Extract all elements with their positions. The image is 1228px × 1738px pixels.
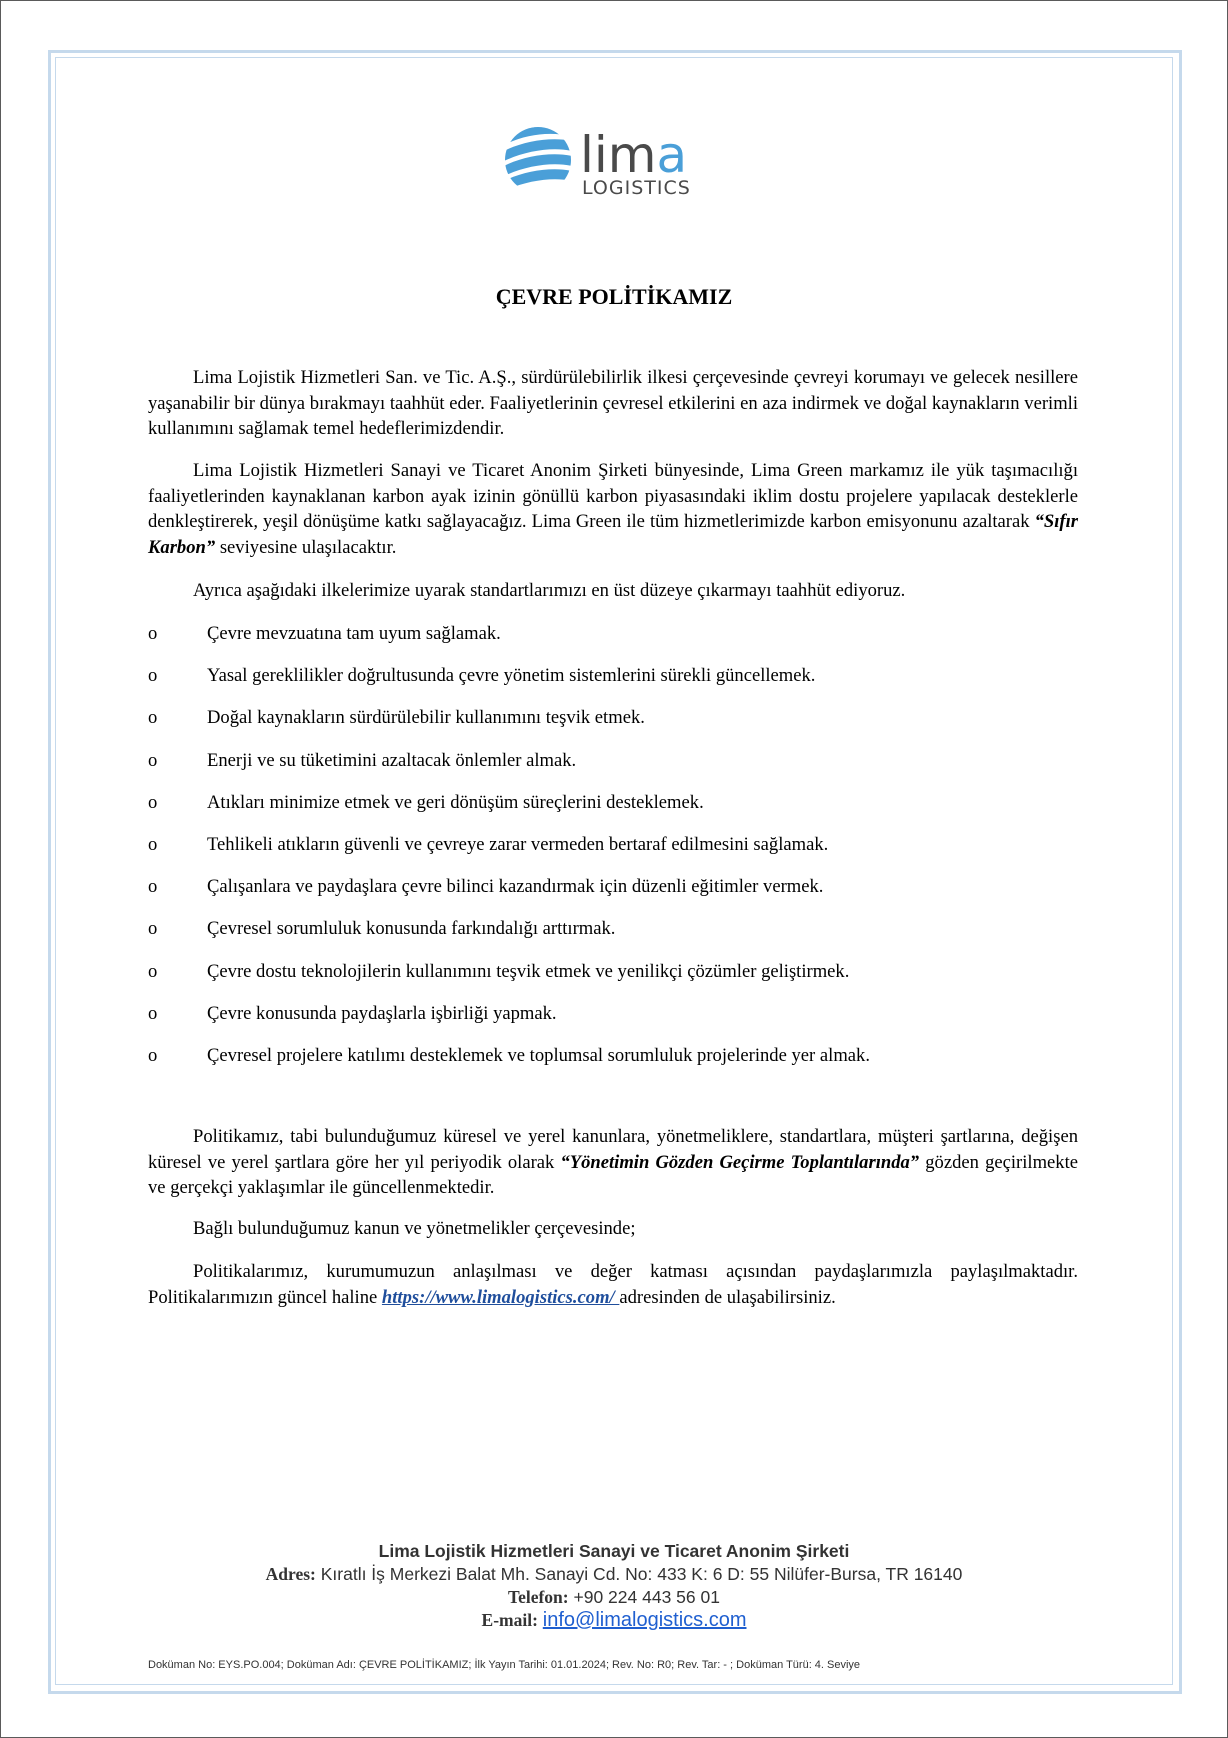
bullet-icon: o — [148, 749, 158, 771]
bullet-icon: o — [148, 1044, 158, 1066]
footer-email — [0, 1609, 1228, 1632]
company-logo — [502, 112, 726, 208]
paragraph-text: Lima Lojistik Hizmetleri Sanayi ve Ticaret Anonim Şirketi bünyesinde, Lima Green markamız ile yük taşımacılığı faaliyetlerinden kaynaklanan karbon ayak izinin gönüllü karbon piyasasındaki iklim dostu projelere yapılacak desteklerle denkleştirerek, yeşil dönüşüme katkı sağlayacağız. Lima Green ile tüm hizmetlerimizde karbon emisyonunu azaltarak — [148, 460, 1078, 532]
list-item-text: Yasal gereklilikler doğrultusunda çevre yönetim sistemlerini sürekli güncellemek. — [207, 665, 816, 687]
footer-address — [0, 1563, 1228, 1586]
page-title: ÇEVRE POLİTİKAMIZ — [495, 284, 733, 309]
management-review-emphasis: “Yönetimin Gözden Geçirme Toplantılarında” — [560, 1151, 920, 1173]
email-label: E-mail: — [481, 1610, 538, 1630]
sifir-karbon-emphasis: “Sıfır Karbon” — [148, 511, 1078, 558]
list-item — [148, 1043, 1078, 1085]
paragraph-text: Ayrıca aşağıdaki ilkelerimize uyarak standartlarımızı en üst düzeye çıkarmayı taahhüt ediyoruz. — [193, 580, 906, 601]
list-item — [148, 663, 1078, 705]
bullet-icon: o — [148, 918, 158, 940]
list-item-text: Çevre konusunda paydaşlarla işbirliği yapmak. — [207, 1002, 557, 1024]
legal-framework-paragraph — [148, 1216, 1078, 1242]
list-item — [148, 832, 1078, 874]
principles-list — [148, 621, 1078, 1085]
paragraph-text: Bağlı bulunduğumuz kanun ve yönetmelikler çerçevesinde; — [193, 1218, 636, 1239]
list-item-text: Enerji ve su tüketimini azaltacak önlemler almak. — [207, 749, 577, 771]
bullet-icon: o — [148, 876, 158, 898]
list-item-text: Doğal kaynakların sürdürülebilir kullanımını teşvik etmek. — [207, 707, 645, 729]
list-item — [148, 621, 1078, 663]
list-item-text: Atıkları minimize etmek ve geri dönüşüm süreçlerini desteklemek. — [207, 791, 704, 813]
document-meta: Doküman No: EYS.PO.004; Doküman Adı: ÇEVRE POLİTİKAMIZ; İlk Yayın Tarihi: 01.01.2024; Rev. No: R0; Rev. Tar: - ; Doküman Türü: 4. Seviye — [148, 1659, 861, 1671]
phone-label: Telefon: — [508, 1587, 569, 1607]
paragraph-text: seviyesine ulaşılacaktır. — [215, 536, 397, 558]
paragraph-text: adresinden de ulaşabilirsiniz. — [619, 1286, 836, 1308]
intro-paragraph-2 — [148, 458, 1078, 560]
list-item — [148, 959, 1078, 1001]
website-link[interactable]: https://www.limalogistics.com/ — [381, 1286, 620, 1308]
lima-logistics-logo — [502, 112, 726, 208]
list-item-text: Çevresel sorumluluk konusunda farkındalığı arttırmak. — [207, 918, 616, 940]
paragraph-text: gözden geçirilmekte ve gerçekçi yaklaşımlar ile güncellenmektedir. — [148, 1151, 1078, 1198]
footer — [0, 1540, 1228, 1632]
logo-tagline: LOGISTICS — [582, 177, 691, 199]
list-item — [148, 748, 1078, 790]
paragraph-text: Lima Lojistik Hizmetleri San. ve Tic. A.Ş., sürdürülebilirlik ilkesi çerçevesinde çevreyi korumayı ve gelecek nesillere yaşanabilir bir dünya bırakmayı taahhüt eder. Faaliyetlerinin çevresel etkilerini en aza indirmek ve doğal kaynakların verimli kullanımını sağlamak temel hedeflerimizdendir. — [148, 367, 1078, 439]
globe-icon — [502, 112, 582, 208]
footer-phone — [0, 1586, 1228, 1609]
paragraph-text: Politikalarımız, kurumumuzun anlaşılması ve değer katması açısından paydaşlarımızla paylaşılmaktadır. Politikalarımızın güncel haline — [148, 1261, 1078, 1308]
review-paragraph — [148, 1124, 1078, 1201]
sharing-paragraph — [148, 1259, 1078, 1310]
bullet-icon: o — [148, 623, 158, 644]
list-item-text: Çalışanlara ve paydaşlara çevre bilinci kazandırmak için düzenli eğitimler vermek. — [207, 876, 824, 898]
list-item — [148, 705, 1078, 747]
intro-paragraph-1 — [148, 365, 1078, 442]
bullet-icon: o — [148, 707, 158, 729]
list-item — [148, 1001, 1078, 1043]
address-label: Adres: — [265, 1564, 316, 1584]
phone-value: +90 224 443 56 01 — [573, 1587, 720, 1607]
bullet-icon: o — [148, 833, 158, 855]
address-value: Kıratlı İş Merkezi Balat Mh. Sanayi Cd. No: 433 K: 6 D: 55 Nilüfer-Bursa, TR 16140 — [320, 1564, 963, 1584]
list-item-text: Çevre dostu teknolojilerin kullanımını teşvik etmek ve yenilikçi çözümler geliştirmek. — [207, 960, 850, 982]
list-item-text: Tehlikeli atıkların güvenli ve çevreye zarar vermeden bertaraf edilmesini sağlamak. — [207, 833, 829, 855]
bullet-icon: o — [148, 1002, 158, 1024]
list-item — [148, 874, 1078, 916]
bullet-icon: o — [148, 960, 158, 982]
bullet-icon: o — [148, 665, 158, 687]
email-link[interactable]: info@limalogistics.com — [542, 1609, 747, 1631]
list-item-text: Çevresel projelere katılımı desteklemek ve toplumsal sorumluluk projelerinde yer almak. — [207, 1044, 870, 1066]
bullet-icon: o — [148, 791, 158, 813]
list-item-text: Çevre mevzuatına tam uyum sağlamak. — [207, 623, 501, 644]
footer-company-name: Lima Lojistik Hizmetleri Sanayi ve Ticaret Anonim Şirketi — [378, 1541, 850, 1561]
logo-wordmark: lima — [580, 126, 688, 184]
list-item — [148, 916, 1078, 958]
paragraph-text: Politikamız, tabi bulunduğumuz küresel ve yerel kanunlara, yönetmeliklere, standartlara, müşteri şartlarına, değişen küresel ve yerel şartlara göre her yıl periyodik olarak — [148, 1126, 1078, 1173]
intro-paragraph-3 — [148, 578, 1078, 604]
list-item — [148, 790, 1078, 832]
